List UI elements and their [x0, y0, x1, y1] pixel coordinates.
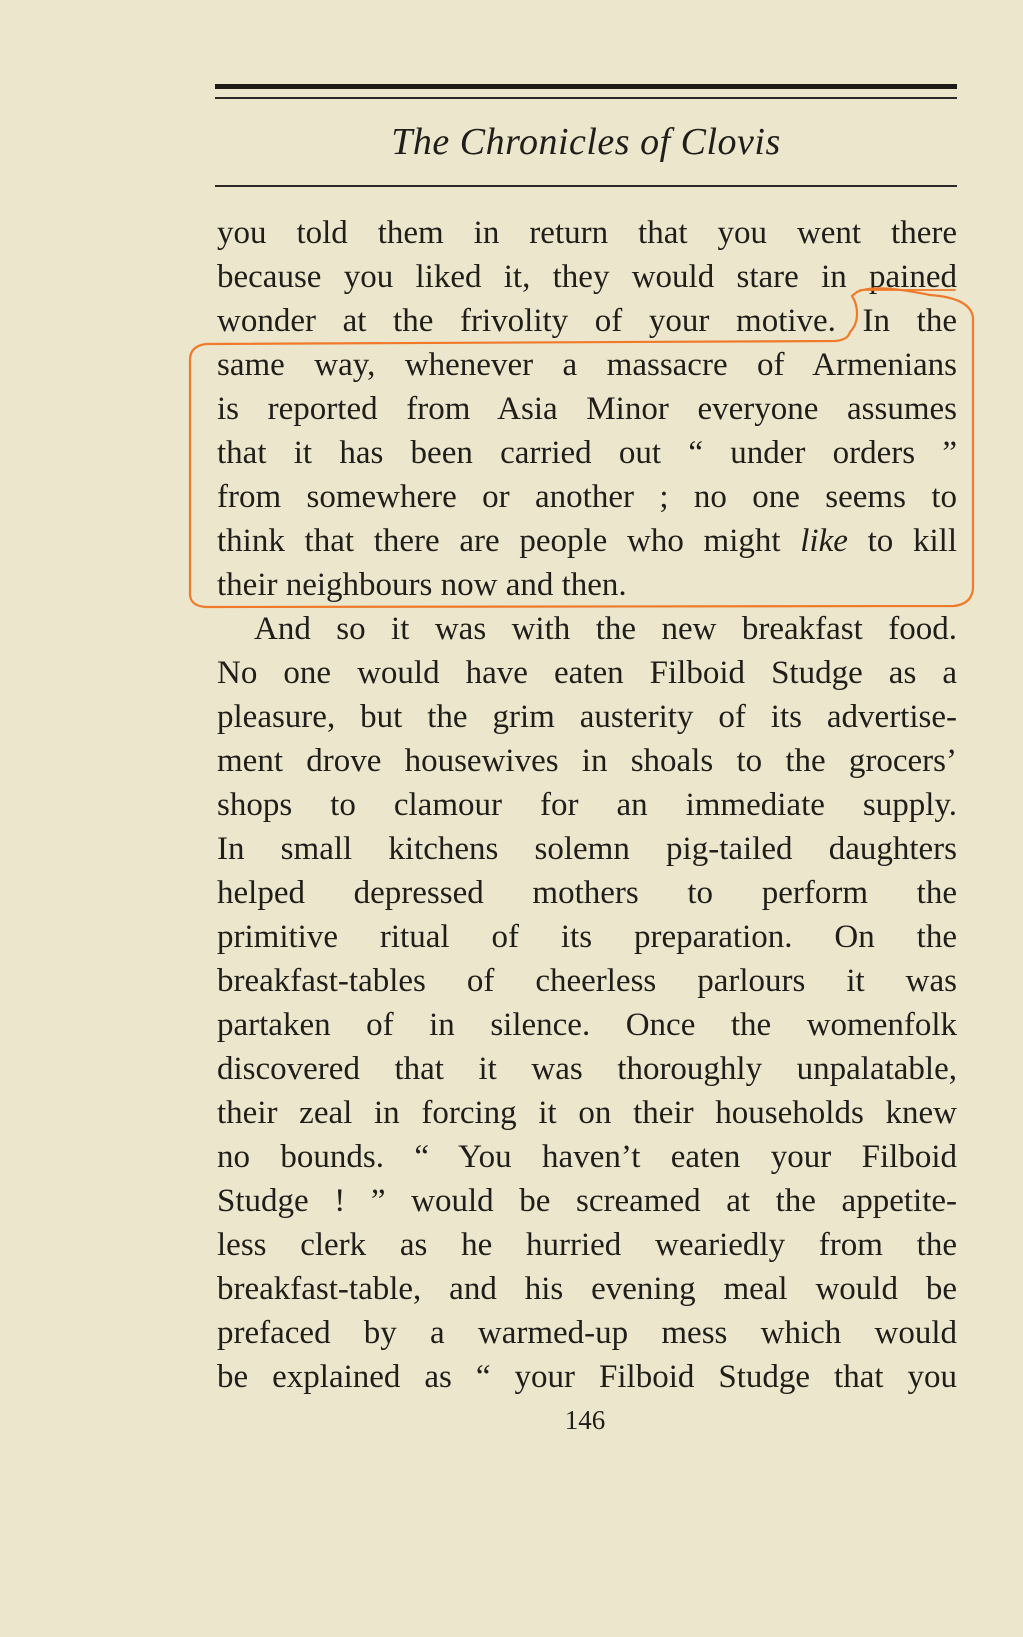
header-rule-bottom — [215, 185, 957, 187]
italic-emphasis: like — [800, 523, 848, 559]
text-line: breakfast-table, and his evening meal would be — [217, 1271, 957, 1307]
page-number: 146 — [564, 1405, 606, 1435]
text-line: In small kitchens solemn pig-tailed daughters — [217, 831, 957, 867]
text-line: breakfast-tables of cheerless parlours it was — [217, 963, 957, 999]
text-line: from somewhere or another ; no one seems to — [217, 479, 957, 515]
body-text — [217, 211, 957, 1399]
text-line: pleasure, but the grim austerity of its advertise- — [217, 699, 957, 735]
text-line: primitive ritual of its preparation. On the — [217, 919, 957, 955]
text-line: prefaced by a warmed-up mess which would — [217, 1315, 957, 1351]
text-line: wonder at the frivolity of your motive. In the — [217, 303, 957, 339]
header-rule-thin — [215, 97, 957, 99]
paragraph-start-line: And so it was with the new breakfast food. — [254, 611, 957, 647]
text-line: because you liked it, they would stare in pained — [217, 259, 957, 295]
text-line: be explained as “ your Filboid Studge that you — [217, 1359, 957, 1395]
text-line: their zeal in forcing it on their households knew — [217, 1095, 957, 1131]
text-line: ment drove housewives in shoals to the grocers’ — [217, 743, 957, 779]
text-line: Studge ! ” would be screamed at the appetite- — [217, 1183, 957, 1219]
text-line: less clerk as he hurried weariedly from the — [217, 1227, 957, 1263]
header-rule-thick — [215, 84, 957, 89]
text-line: is reported from Asia Minor everyone assumes — [217, 391, 957, 427]
text-line: helped depressed mothers to perform the — [217, 875, 957, 911]
text-line: you told them in return that you went there — [217, 215, 957, 251]
text-segment: think that there are people who might — [217, 523, 801, 559]
text-segment: to kill — [847, 523, 957, 559]
text-line: discovered that it was thoroughly unpalatable, — [217, 1051, 957, 1087]
text-line: same way, whenever a massacre of Armenians — [217, 347, 957, 383]
text-line: No one would have eaten Filboid Studge as a — [217, 655, 957, 691]
running-title: The Chronicles of Clovis — [391, 121, 781, 163]
text-line: no bounds. “ You haven’t eaten your Filboid — [217, 1139, 957, 1175]
text-line: shops to clamour for an immediate supply. — [217, 787, 957, 823]
text-line: that it has been carried out “ under orders ” — [217, 435, 957, 471]
text-line — [217, 519, 957, 563]
text-line: partaken of in silence. Once the womenfolk — [217, 1007, 957, 1043]
paragraph-end-line: their neighbours now and then. — [217, 567, 627, 603]
